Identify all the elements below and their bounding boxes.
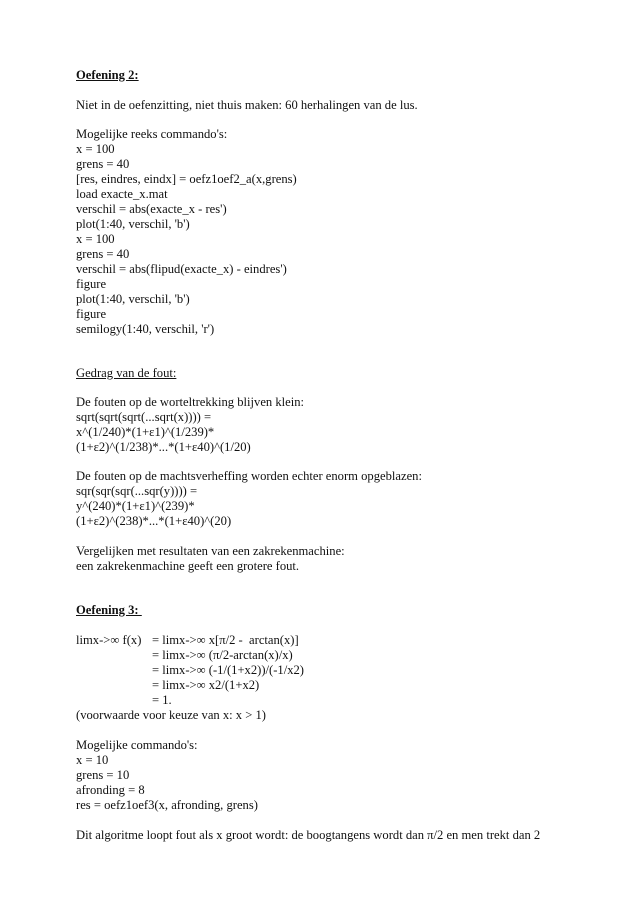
limit-step: = 1. xyxy=(152,693,172,707)
paragraph-line: een zakrekenmachine geeft een grotere fout. xyxy=(76,559,300,573)
limit-step: = limx->∞ x[π/2 - arctan(x)] xyxy=(152,633,299,647)
formula-line: (1+ε2)^(1/238)*...*(1+ε40)^(1/20) xyxy=(76,440,251,454)
command-line: [res, eindres, eindx] = oefz1oef2_a(x,grens) xyxy=(76,172,297,186)
limit-step: = limx->∞ (-1/(1+x2))/(-1/x2) xyxy=(152,663,304,677)
closing-text: Dit algoritme loopt fout als x groot wordt: de boogtangens wordt dan π/2 en men trekt dan 2 xyxy=(76,828,541,842)
limit-step: = limx->∞ (π/2-arctan(x)/x) xyxy=(152,648,293,662)
condition-text: (voorwaarde voor keuze van x: x > 1) xyxy=(76,708,266,722)
paragraph-line: Vergelijken met resultaten van een zakrekenmachine: xyxy=(76,544,345,558)
intro-text: Niet in de oefenzitting, niet thuis maken: 60 herhalingen van de lus. xyxy=(76,98,418,112)
command-line: verschil = abs(exacte_x - res') xyxy=(76,202,227,216)
heading-oefening-3: Oefening 3: xyxy=(76,603,142,617)
command-line: figure xyxy=(76,307,107,321)
command-line: verschil = abs(flipud(exacte_x) - eindres') xyxy=(76,262,287,276)
command-line: load exacte_x.mat xyxy=(76,187,168,201)
commands-title: Mogelijke reeks commando's: xyxy=(76,127,228,141)
command-line: figure xyxy=(76,277,107,291)
command-line: x = 100 xyxy=(76,232,115,246)
command-line: afronding = 8 xyxy=(76,783,145,797)
command-line: plot(1:40, verschil, 'b') xyxy=(76,292,190,306)
limit-lhs: limx->∞ f(x) xyxy=(76,633,142,647)
command-line: plot(1:40, verschil, 'b') xyxy=(76,217,190,231)
limit-step: = limx->∞ x2/(1+x2) xyxy=(152,678,260,692)
command-line: semilogy(1:40, verschil, 'r') xyxy=(76,322,215,336)
heading-oefening-2: Oefening 2: xyxy=(76,68,139,82)
formula-line: y^(240)*(1+ε1)^(239)* xyxy=(76,499,195,513)
command-line: grens = 40 xyxy=(76,157,130,171)
command-line: x = 100 xyxy=(76,142,115,156)
formula-line: (1+ε2)^(238)*...*(1+ε40)^(20) xyxy=(76,514,232,528)
heading-gedrag-van-de-fout: Gedrag van de fout: xyxy=(76,366,177,380)
command-line: res = oefz1oef3(x, afronding, grens) xyxy=(76,798,258,812)
commands-title: Mogelijke commando's: xyxy=(76,738,198,752)
paragraph-line: De fouten op de machtsverheffing worden echter enorm opgeblazen: xyxy=(76,469,422,483)
command-line: x = 10 xyxy=(76,753,109,767)
formula-line: sqrt(sqrt(sqrt(...sqrt(x)))) = xyxy=(76,410,212,424)
paragraph-line: De fouten op de worteltrekking blijven klein: xyxy=(76,395,305,409)
formula-line: x^(1/240)*(1+ε1)^(1/239)* xyxy=(76,425,215,439)
formula-line: sqr(sqr(sqr(...sqr(y)))) = xyxy=(76,484,198,498)
command-line: grens = 40 xyxy=(76,247,130,261)
command-line: grens = 10 xyxy=(76,768,130,782)
